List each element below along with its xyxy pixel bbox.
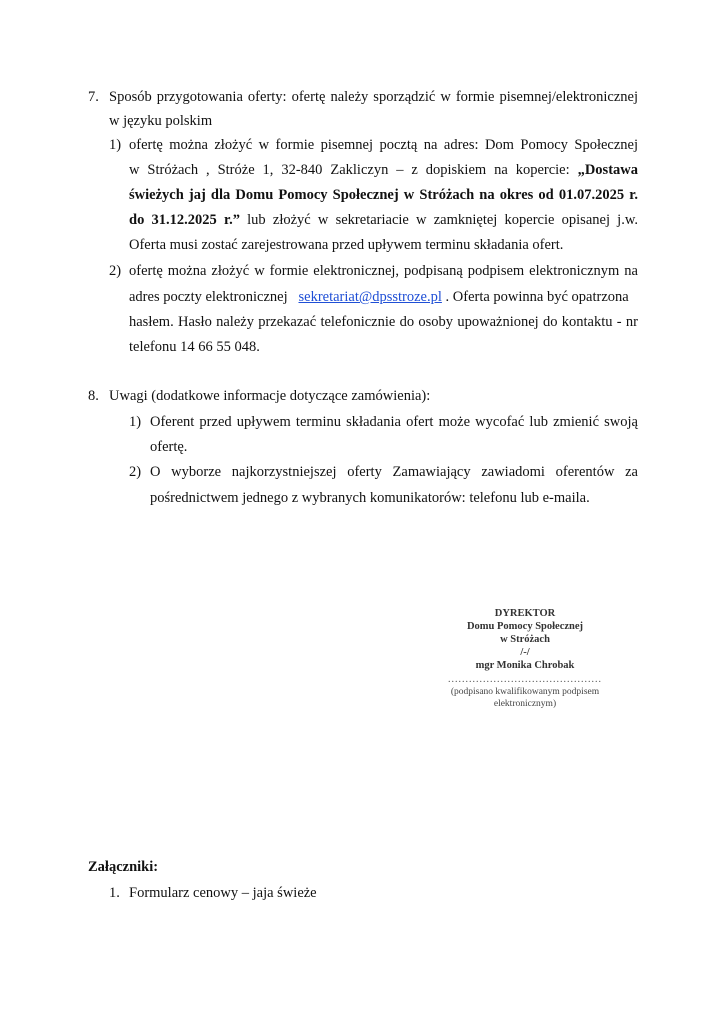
section-8-number: 8. [88,388,99,404]
item-7-2-line: telefonu 14 66 55 048. [129,339,260,355]
email-link[interactable]: sekretariat@dpsstroze.pl [298,289,442,305]
signature-dotted-line: ............................................ [448,675,602,685]
item-7-1-line [129,161,638,179]
signature-institution: Domu Pomocy Społecznej [466,621,584,632]
item-7-1-text: w Stróżach , Stróże 1, 32-840 Zakliczyn – z dopiskiem na kopercie: [129,162,578,178]
item-7-2-text: . Oferta powinna być opatrzona [445,289,629,305]
attachment-item: Formularz cenowy – jaja świeże [129,885,317,901]
item-7-1-number: 1) [109,137,122,153]
item-7-2-line [129,288,638,306]
attachment-number: 1. [109,885,120,901]
item-8-2-line: pośrednictwem jednego z wybranych komunikatorów: telefonu lub e-maila. [150,490,590,506]
section-7-heading-cont: w języku polskim [109,113,213,129]
item-7-2-line: hasłem. Hasło należy przekazać telefonicznie do osoby upoważnionej do kontaktu - nr [129,314,638,330]
item-7-2-number: 2) [109,263,122,279]
item-7-1-bold-line: świeżych jaj dla Domu Pomocy Społecznej w Stróżach na okres od 01.07.2025 r. [129,187,638,203]
attachments-heading: Załączniki: [88,859,159,875]
item-8-2-line: O wyborze najkorzystniejszej oferty Zamawiający zawiadomi oferentów za [150,464,638,480]
signature-block [420,608,630,709]
signature-title: DYREKTOR [494,608,556,619]
item-7-1-line [129,211,638,229]
signature-note: (podpisano kwalifikowanym podpisem elektronicznym) [450,687,600,709]
section-8-heading: Uwagi (dodatkowe informacje dotyczące zamówienia): [109,388,431,404]
item-8-1-line: ofertę. [150,439,188,455]
item-7-1-line: ofertę można złożyć w formie pisemnej pocztą na adres: Dom Pomocy Społecznej [129,137,638,153]
item-7-2-line: ofertę można złożyć w formie elektronicznej, podpisaną podpisem elektronicznym na [129,263,638,279]
signature-location: w Stróżach [500,634,550,645]
section-7-number: 7. [88,89,99,105]
item-8-1-line: Oferent przed upływem terminu składania ofert może wycofać lub zmienić swoją [150,414,638,430]
item-7-1-text: lub złożyć w sekretariacie w zamkniętej kopercie opisanej j.w. [239,212,638,228]
item-7-1-bold: „Dostawa [577,162,638,178]
item-8-1-number: 1) [129,414,142,430]
item-7-1-line: Oferta musi zostać zarejestrowana przed upływem terminu składania ofert. [129,237,564,253]
item-7-1-bold: do 31.12.2025 r.” [129,212,240,228]
signature-mark: /-/ [520,647,530,658]
section-7-heading: Sposób przygotowania oferty: ofertę należy sporządzić w formie pisemnej/elektronicznej [109,89,638,105]
item-8-2-number: 2) [129,464,142,480]
item-7-2-text: adres poczty elektronicznej [129,289,288,305]
signature-name: mgr Monika Chrobak [475,660,575,671]
